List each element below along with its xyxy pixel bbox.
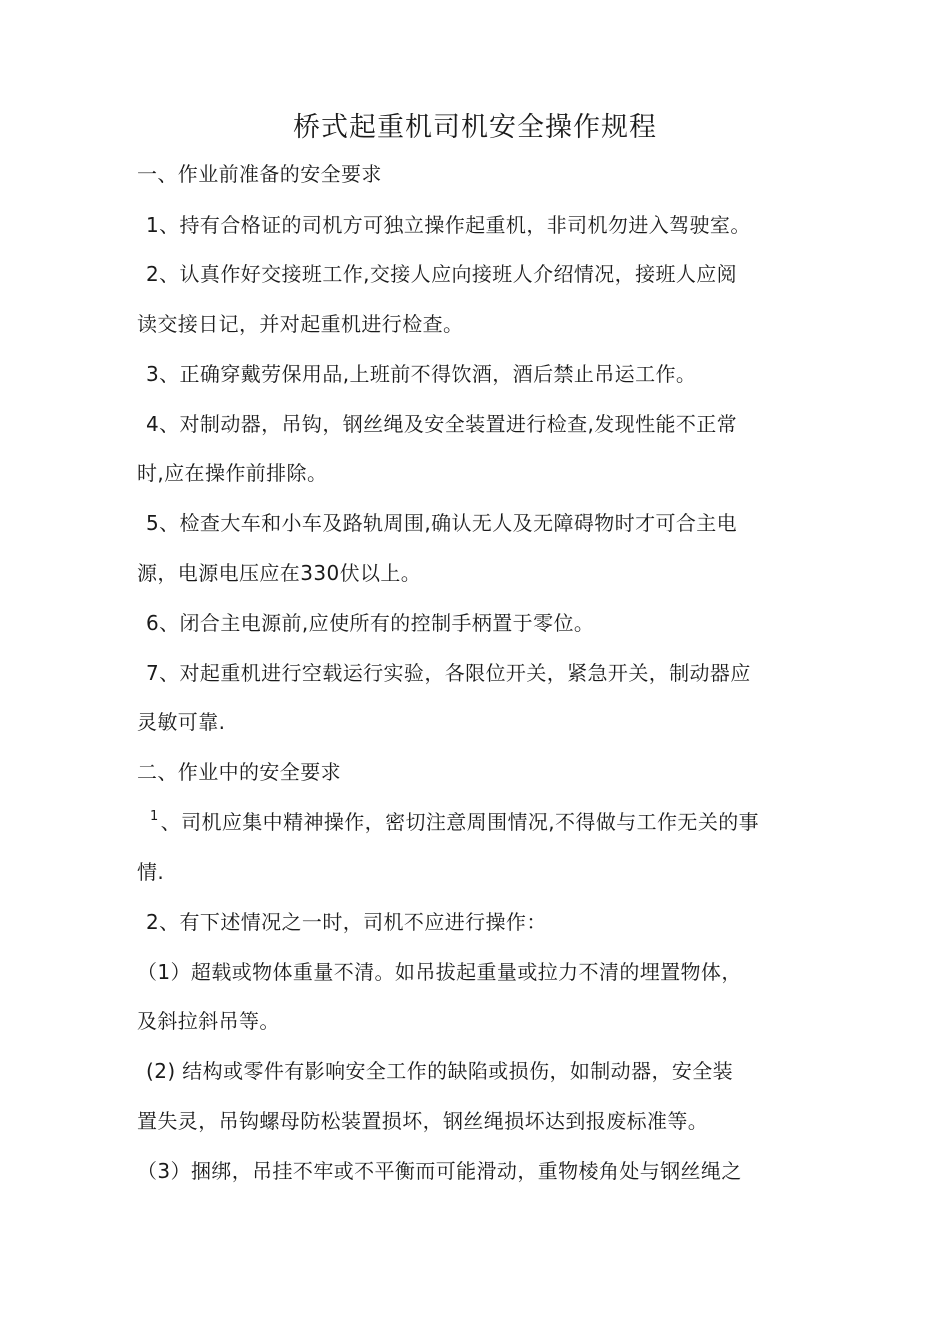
paragraph-line: 灵敏可靠. [137,710,226,734]
paragraph-line [146,807,826,841]
paragraph-line: 时,应在操作前排除。 [137,461,328,485]
paragraph-line: 2、有下述情况之一时，司机不应进行操作： [146,910,547,934]
section-heading-1: 一、作业前准备的安全要求 [137,162,382,186]
paragraph-line: 情. [137,860,165,884]
paragraph-line: 读交接日记，并对起重机进行检查。 [137,312,464,336]
section-heading-2: 二、作业中的安全要求 [137,760,341,784]
paragraph-line: 7、对起重机进行空载运行实验，各限位开关，紧急开关，制动器应 [146,661,751,685]
paragraph-line: 置失灵，吊钩螺母防松装置损坏，钢丝绳损坏达到报废标准等。 [137,1109,709,1133]
paragraph-line: 6、闭合主电源前,应使所有的控制手柄置于零位。 [146,611,595,635]
paragraph-line: 3、正确穿戴劳保用品,上班前不得饮酒，酒后禁止吊运工作。 [146,362,697,386]
paragraph-text: 、司机应集中精神操作，密切注意周围情况,不得做与工作无关的事 [160,810,760,834]
paragraph-line: 4、对制动器，吊钩，钢丝绳及安全装置进行检查,发现性能不正常 [146,412,738,436]
paragraph-line: 源，电源电压应在330伏以上。 [137,561,422,585]
paragraph-line: 5、检查大车和小车及路轨周围,确认无人及无障碍物时才可合主电 [146,511,738,535]
paragraph-line: （3）捆绑，吊挂不牢或不平衡而可能滑动，重物棱角处与钢丝绳之 [137,1159,742,1183]
paragraph-line: (2) 结构或零件有影响安全工作的缺陷或损伤，如制动器，安全装 [146,1059,734,1083]
paragraph-line: 及斜拉斜吊等。 [137,1009,280,1033]
document-title: 桥式起重机司机安全操作规程 [293,112,657,143]
item-number: 1 [150,809,159,824]
paragraph-line: 1、持有合格证的司机方可独立操作起重机，非司机勿进入驾驶室。 [146,213,751,237]
paragraph-line: 2、认真作好交接班工作,交接人应向接班人介绍情况，接班人应阅 [146,262,738,286]
paragraph-line: （1）超载或物体重量不清。如吊拔起重量或拉力不清的埋置物体， [137,960,742,984]
